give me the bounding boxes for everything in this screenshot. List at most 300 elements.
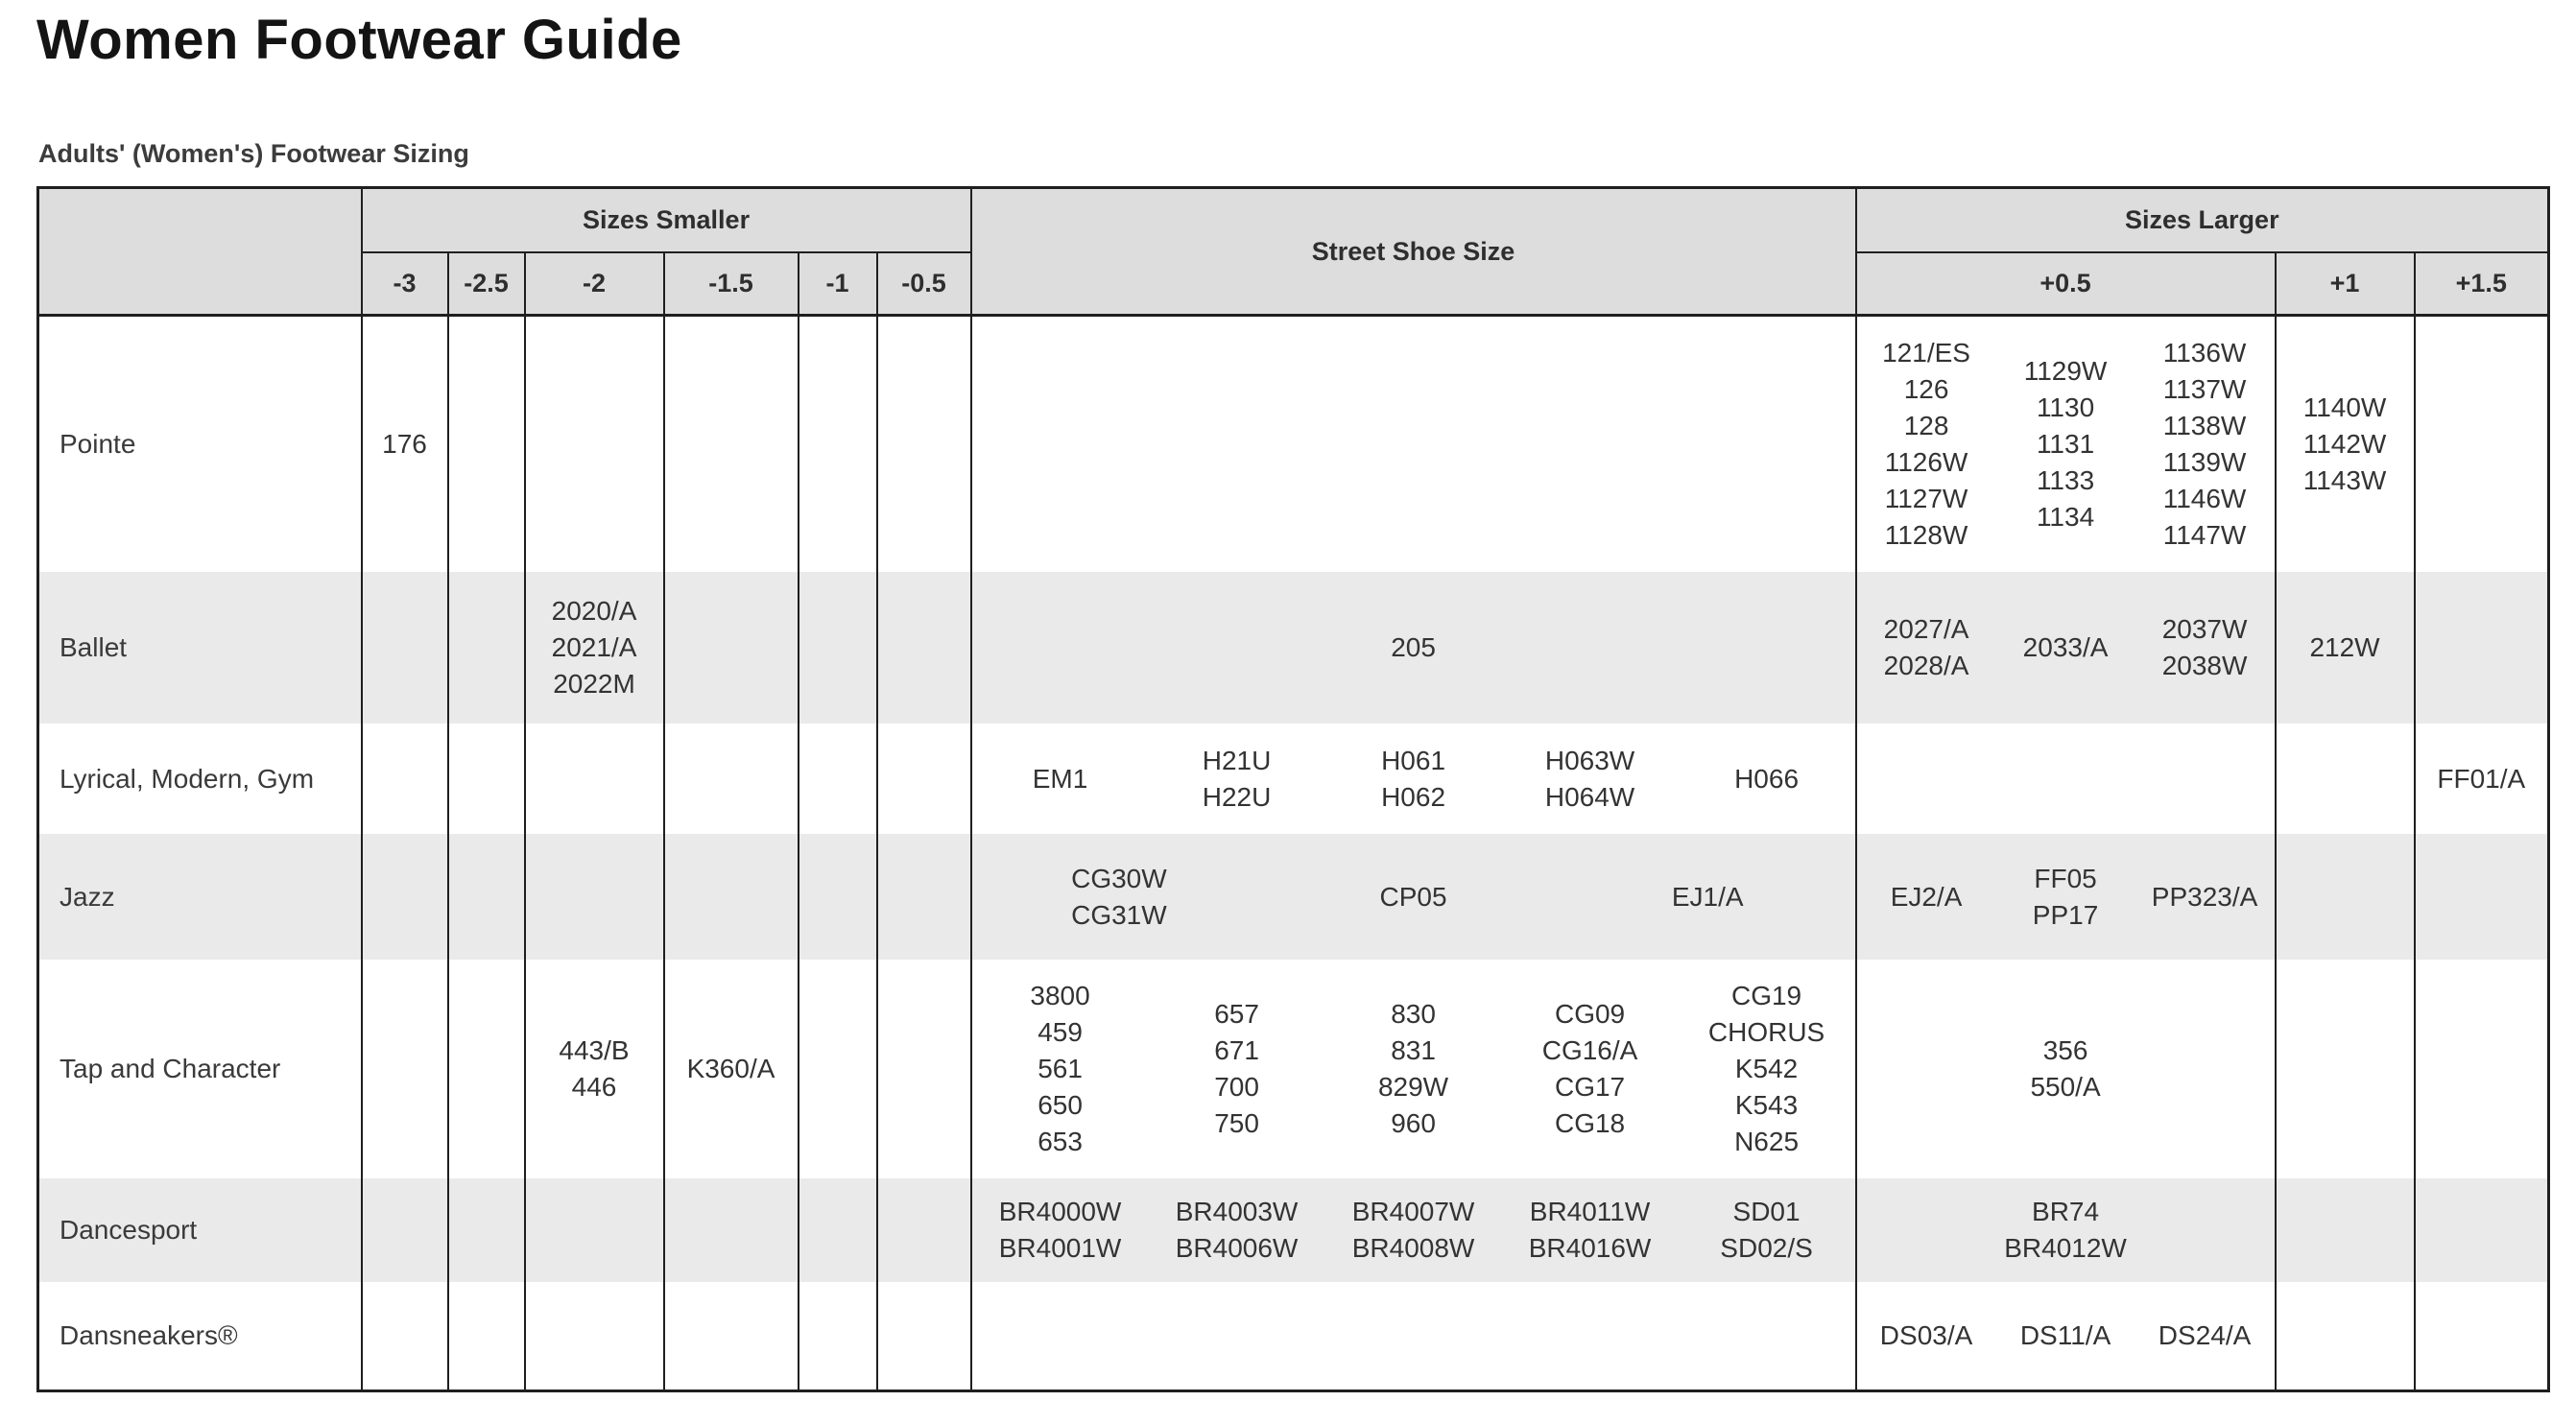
size-cell-street	[971, 724, 1856, 834]
size-code: EM1	[1032, 763, 1088, 794]
header-cell-blank	[38, 188, 362, 316]
header-col-plus-0-5: +0.5	[1856, 252, 2276, 316]
cell-content	[665, 1178, 798, 1282]
cell-content	[972, 834, 1855, 960]
row-label: Dancesport	[60, 1215, 198, 1245]
size-code: 1146W	[2162, 484, 2247, 513]
size-cell-street	[971, 1282, 1856, 1391]
size-code: PP17	[2032, 899, 2099, 930]
size-cell-smaller-m1	[799, 724, 877, 834]
size-cell-smaller-m1	[799, 1178, 877, 1282]
size-code: CG09	[1554, 999, 1626, 1029]
size-cell-smaller-m0.5	[877, 572, 971, 724]
cell-content	[2416, 724, 2548, 834]
size-group	[972, 978, 1149, 1160]
size-group	[1502, 743, 1679, 816]
size-cell-plus-0-5	[1856, 316, 2276, 573]
size-cell-smaller-m0.5	[877, 316, 971, 573]
cell-content	[972, 1282, 1855, 1389]
size-group	[2135, 1318, 2275, 1354]
size-group	[2416, 761, 2548, 797]
size-code: K360/A	[686, 1054, 775, 1083]
header-col-minus-1-5: -1.5	[664, 252, 799, 316]
size-group	[1857, 611, 1996, 684]
size-code: H062	[1381, 781, 1446, 812]
size-code: 356	[2042, 1035, 2088, 1065]
size-code: 1130	[2036, 392, 2095, 422]
size-group	[1149, 1194, 1325, 1267]
cell-content	[799, 834, 876, 960]
size-cell-smaller-m3	[362, 316, 448, 573]
size-code: 700	[1214, 1072, 1259, 1102]
size-group	[2277, 390, 2414, 499]
size-code: 830	[1391, 999, 1436, 1029]
size-cell-plus-1-5	[2415, 724, 2549, 834]
size-cell-smaller-m1.5	[664, 316, 799, 573]
size-code: 657	[1214, 999, 1259, 1029]
size-cell-smaller-m3	[362, 1178, 448, 1282]
size-code: 459	[1038, 1017, 1083, 1047]
table-row	[38, 834, 2549, 960]
size-cell-smaller-m2	[525, 834, 664, 960]
size-cell-smaller-m2.5	[448, 724, 525, 834]
size-cell-plus-0-5	[1856, 1178, 2276, 1282]
size-group	[1149, 996, 1325, 1142]
cell-content	[878, 960, 970, 1178]
size-group	[972, 861, 1267, 934]
size-code: BR4008W	[1351, 1233, 1475, 1263]
size-code: CP05	[1379, 881, 1447, 912]
size-cell-smaller-m2.5	[448, 316, 525, 573]
size-cell-street	[971, 316, 1856, 573]
size-group	[1502, 1194, 1679, 1267]
cell-content	[2416, 1178, 2548, 1282]
size-cell-plus-0-5	[1856, 724, 2276, 834]
cell-content	[878, 1282, 970, 1389]
size-group	[1857, 879, 1996, 915]
cell-content	[878, 572, 970, 724]
size-group	[1857, 1194, 2275, 1267]
size-cell-smaller-m2	[525, 572, 664, 724]
cell-content	[449, 572, 524, 724]
size-code: 1131	[2036, 429, 2095, 459]
cell-content	[2277, 960, 2414, 1178]
row-label: Dansneakers®	[60, 1320, 238, 1350]
size-code: 653	[1038, 1127, 1083, 1156]
cell-content	[2416, 960, 2548, 1178]
cell-content	[449, 834, 524, 960]
size-code: BR4006W	[1175, 1233, 1299, 1263]
cell-content	[1857, 1282, 2275, 1389]
cell-content	[363, 572, 447, 724]
size-cell-smaller-m0.5	[877, 1282, 971, 1391]
cell-content	[449, 724, 524, 834]
size-cell-smaller-m1.5	[664, 960, 799, 1178]
cell-content	[799, 960, 876, 1178]
size-code: BR4007W	[1351, 1197, 1475, 1226]
size-code: DS24/A	[2158, 1320, 2252, 1350]
row-label: Lyrical, Modern, Gym	[60, 763, 315, 794]
size-code: 446	[571, 1072, 617, 1102]
cell-content	[449, 1178, 524, 1282]
size-code: 2033/A	[2022, 632, 2109, 662]
table-row	[38, 572, 2549, 724]
cell-content	[526, 317, 663, 572]
size-cell-smaller-m2	[525, 1178, 664, 1282]
size-code: H21U	[1202, 745, 1272, 775]
cell-content	[526, 724, 663, 834]
size-group	[972, 629, 1855, 666]
size-group	[1996, 629, 2135, 666]
size-code: CG30W	[1071, 863, 1167, 893]
cell-content	[799, 724, 876, 834]
size-code: 126	[1903, 374, 1949, 404]
size-cell-plus-1-5	[2415, 572, 2549, 724]
size-code: EJ2/A	[1890, 881, 1963, 912]
size-cell-plus-1-5	[2415, 834, 2549, 960]
size-cell-plus-0-5	[1856, 960, 2276, 1178]
size-code: CG18	[1554, 1108, 1626, 1138]
size-cell-smaller-m2	[525, 316, 664, 573]
cell-content	[2277, 724, 2414, 834]
size-code: 212W	[2309, 632, 2380, 662]
size-code: 650	[1038, 1090, 1083, 1120]
size-group	[1149, 743, 1325, 816]
cell-content	[526, 1282, 663, 1389]
size-code: 205	[1391, 632, 1436, 662]
header-col-minus-0-5: -0.5	[877, 252, 971, 316]
size-code: 1139W	[2162, 447, 2247, 477]
cell-content	[363, 1178, 447, 1282]
size-code: CG19	[1730, 981, 1802, 1010]
size-code: 831	[1391, 1035, 1436, 1065]
size-cell-smaller-m1.5	[664, 1178, 799, 1282]
size-cell-plus-0-5	[1856, 572, 2276, 724]
size-code: K542	[1734, 1054, 1799, 1083]
size-group	[1857, 1318, 1996, 1354]
size-code: 1143W	[2302, 465, 2387, 495]
page-subtitle: Adults' (Women's) Footwear Sizing	[38, 139, 469, 168]
size-cell-smaller-m1	[799, 960, 877, 1178]
size-cell-smaller-m1.5	[664, 1282, 799, 1391]
cell-content	[363, 724, 447, 834]
sizing-table	[36, 186, 2550, 1392]
size-cell-plus-1-5	[2415, 316, 2549, 573]
row-label: Ballet	[60, 632, 128, 662]
cell-content	[449, 1282, 524, 1389]
size-group	[1561, 879, 1855, 915]
cell-content	[1857, 960, 2275, 1178]
size-code: 1129W	[2023, 356, 2108, 386]
size-code: H063W	[1544, 745, 1635, 775]
size-code: N625	[1734, 1127, 1800, 1156]
size-cell-street	[971, 572, 1856, 724]
size-code: 1128W	[1884, 520, 1968, 550]
size-code: 1147W	[2162, 520, 2247, 550]
size-code: BR4000W	[998, 1197, 1122, 1226]
cell-content	[2277, 1178, 2414, 1282]
size-group	[1857, 1033, 2275, 1105]
cell-content	[972, 724, 1855, 834]
header-sizes-smaller: Sizes Smaller	[362, 188, 971, 252]
cell-content	[526, 960, 663, 1178]
cell-content	[878, 834, 970, 960]
size-code: 1140W	[2302, 392, 2387, 422]
size-code: BR74	[2032, 1197, 2100, 1226]
size-code: PP323/A	[2151, 881, 2258, 912]
size-group	[526, 593, 663, 702]
size-cell-street	[971, 834, 1856, 960]
size-code: CHORUS	[1707, 1017, 1825, 1047]
cell-content	[799, 1282, 876, 1389]
size-cell-smaller-m1.5	[664, 572, 799, 724]
cell-content	[878, 1178, 970, 1282]
cell-content	[665, 724, 798, 834]
size-code: SD01	[1732, 1197, 1801, 1226]
size-code: 561	[1038, 1054, 1083, 1083]
size-code: 550/A	[2030, 1072, 2101, 1102]
size-code: 2037W	[2161, 614, 2248, 644]
size-code: CG31W	[1071, 899, 1167, 930]
row-label-cell	[38, 572, 362, 724]
size-code: 960	[1391, 1108, 1436, 1138]
size-group	[972, 761, 1149, 797]
size-cell-plus-1	[2276, 1282, 2415, 1391]
header-col-minus-3: -3	[362, 252, 448, 316]
size-cell-smaller-m3	[362, 834, 448, 960]
size-code: 443/B	[559, 1035, 630, 1065]
size-cell-smaller-m0.5	[877, 1178, 971, 1282]
size-group	[1996, 1318, 2135, 1354]
header-row-groups	[38, 188, 2549, 252]
size-group	[665, 1051, 798, 1087]
size-code: BR4001W	[998, 1233, 1122, 1263]
size-cell-smaller-m1	[799, 834, 877, 960]
size-code: 1127W	[1884, 484, 1968, 513]
size-code: FF05	[2034, 863, 2097, 893]
row-label-cell	[38, 724, 362, 834]
size-code: 1138W	[2162, 411, 2247, 440]
cell-content	[665, 572, 798, 724]
cell-content	[2416, 834, 2548, 960]
size-group	[363, 426, 447, 463]
size-cell-smaller-m2.5	[448, 960, 525, 1178]
size-cell-plus-1	[2276, 572, 2415, 724]
size-code: 1136W	[2162, 338, 2247, 368]
cell-content	[665, 834, 798, 960]
size-code: 1133	[2036, 465, 2095, 495]
cell-content	[1857, 572, 2275, 724]
cell-content	[1857, 1178, 2275, 1282]
size-cell-smaller-m0.5	[877, 960, 971, 1178]
header-street-shoe-size: Street Shoe Size	[971, 188, 1856, 316]
row-label-cell	[38, 316, 362, 573]
size-cell-smaller-m1	[799, 572, 877, 724]
size-cell-plus-1-5	[2415, 1178, 2549, 1282]
size-cell-smaller-m0.5	[877, 834, 971, 960]
size-group	[1266, 879, 1561, 915]
cell-content	[1857, 317, 2275, 572]
table-body	[38, 316, 2549, 1391]
cell-content	[972, 317, 1855, 572]
size-cell-smaller-m0.5	[877, 724, 971, 834]
size-code: H061	[1381, 745, 1446, 775]
size-cell-street	[971, 1178, 1856, 1282]
size-cell-street	[971, 960, 1856, 1178]
size-code: BR4003W	[1175, 1197, 1299, 1226]
row-label-cell	[38, 1178, 362, 1282]
size-group	[1325, 1194, 1502, 1267]
size-cell-plus-1	[2276, 960, 2415, 1178]
size-code: K543	[1734, 1090, 1799, 1120]
size-code: H22U	[1202, 781, 1272, 812]
table-row	[38, 724, 2549, 834]
size-cell-plus-1	[2276, 724, 2415, 834]
size-code: 2021/A	[551, 632, 637, 662]
size-cell-smaller-m2.5	[448, 1282, 525, 1391]
size-code: BR4011W	[1529, 1197, 1651, 1226]
size-code: 2027/A	[1883, 614, 1969, 644]
size-group	[526, 1033, 663, 1105]
size-cell-smaller-m2	[525, 1282, 664, 1391]
size-code: CG17	[1554, 1072, 1626, 1102]
size-code: DS11/A	[2019, 1320, 2111, 1350]
size-cell-smaller-m3	[362, 1282, 448, 1391]
size-code: EJ1/A	[1671, 881, 1744, 912]
header-col-minus-2-5: -2.5	[448, 252, 525, 316]
size-code: 1134	[2036, 502, 2095, 532]
header-col-plus-1: +1	[2276, 252, 2415, 316]
size-code: BR4016W	[1528, 1233, 1652, 1263]
size-code: 829W	[1377, 1072, 1449, 1102]
cell-content	[2416, 317, 2548, 572]
row-label-cell	[38, 1282, 362, 1391]
header-col-minus-2: -2	[525, 252, 664, 316]
cell-content	[363, 960, 447, 1178]
size-cell-smaller-m2.5	[448, 572, 525, 724]
size-code: FF01/A	[2437, 763, 2526, 794]
size-cell-plus-1	[2276, 834, 2415, 960]
row-label-cell	[38, 960, 362, 1178]
row-label: Tap and Character	[60, 1054, 281, 1083]
cell-content	[972, 572, 1855, 724]
size-cell-plus-1	[2276, 316, 2415, 573]
size-cell-smaller-m1.5	[664, 834, 799, 960]
cell-content	[878, 724, 970, 834]
size-group	[2135, 611, 2275, 684]
size-group	[1679, 978, 1855, 1160]
cell-content	[449, 317, 524, 572]
table-row	[38, 1178, 2549, 1282]
size-cell-smaller-m2.5	[448, 1178, 525, 1282]
row-label: Pointe	[60, 429, 136, 459]
size-code: H064W	[1544, 781, 1635, 812]
size-code: 1137W	[2162, 374, 2247, 404]
size-cell-plus-1	[2276, 1178, 2415, 1282]
size-group	[2135, 879, 2275, 915]
cell-content	[526, 1178, 663, 1282]
size-group	[1996, 353, 2135, 535]
cell-content	[2416, 572, 2548, 724]
row-label: Jazz	[60, 881, 115, 912]
size-cell-smaller-m3	[362, 724, 448, 834]
size-group	[972, 1194, 1149, 1267]
size-cell-plus-0-5	[1856, 834, 2276, 960]
size-code: 750	[1214, 1108, 1259, 1138]
size-code: 1142W	[2302, 429, 2387, 459]
cell-content	[363, 317, 447, 572]
size-code: CG16/A	[1541, 1035, 1638, 1065]
size-group	[2135, 335, 2275, 554]
size-code: 3800	[1030, 981, 1090, 1010]
cell-content	[799, 317, 876, 572]
size-code: H066	[1734, 763, 1800, 794]
size-group	[1857, 335, 1996, 554]
cell-content	[2416, 1282, 2548, 1389]
size-cell-smaller-m3	[362, 960, 448, 1178]
cell-content	[526, 572, 663, 724]
cell-content	[363, 834, 447, 960]
size-group	[1679, 761, 1855, 797]
cell-content	[665, 1282, 798, 1389]
cell-content	[449, 960, 524, 1178]
size-code: 1126W	[1884, 447, 1968, 477]
cell-content	[665, 317, 798, 572]
table-row	[38, 1282, 2549, 1391]
size-group	[1325, 743, 1502, 816]
size-group	[2277, 629, 2414, 666]
size-cell-smaller-m3	[362, 572, 448, 724]
row-label-cell	[38, 834, 362, 960]
size-code: SD02/S	[1720, 1233, 1813, 1263]
size-group	[1679, 1194, 1855, 1267]
cell-content	[526, 834, 663, 960]
cell-content	[665, 960, 798, 1178]
size-cell-smaller-m1	[799, 316, 877, 573]
cell-content	[363, 1282, 447, 1389]
header-sizes-larger: Sizes Larger	[1856, 188, 2549, 252]
size-cell-smaller-m2.5	[448, 834, 525, 960]
size-group	[1996, 861, 2135, 934]
cell-content	[878, 317, 970, 572]
table-row	[38, 960, 2549, 1178]
page-title: Women Footwear Guide	[36, 9, 682, 71]
cell-content	[972, 1178, 1855, 1282]
size-group	[1502, 996, 1679, 1142]
size-code: 121/ES	[1882, 338, 1970, 368]
size-code: DS03/A	[1879, 1320, 1973, 1350]
header-col-plus-1-5: +1.5	[2415, 252, 2549, 316]
cell-content	[799, 572, 876, 724]
size-cell-smaller-m2	[525, 724, 664, 834]
size-code: 128	[1903, 411, 1949, 440]
cell-content	[2277, 1282, 2414, 1389]
cell-content	[1857, 834, 2275, 960]
size-group	[1325, 996, 1502, 1142]
size-code: BR4012W	[2004, 1233, 2127, 1263]
size-cell-plus-1-5	[2415, 960, 2549, 1178]
size-cell-smaller-m2	[525, 960, 664, 1178]
size-cell-plus-0-5	[1856, 1282, 2276, 1391]
size-code: 176	[382, 429, 427, 459]
size-cell-smaller-m1.5	[664, 724, 799, 834]
cell-content	[972, 960, 1855, 1178]
cell-content	[1857, 724, 2275, 834]
cell-content	[2277, 317, 2414, 572]
size-cell-plus-1-5	[2415, 1282, 2549, 1391]
size-cell-smaller-m1	[799, 1282, 877, 1391]
size-code: 2020/A	[551, 596, 637, 626]
